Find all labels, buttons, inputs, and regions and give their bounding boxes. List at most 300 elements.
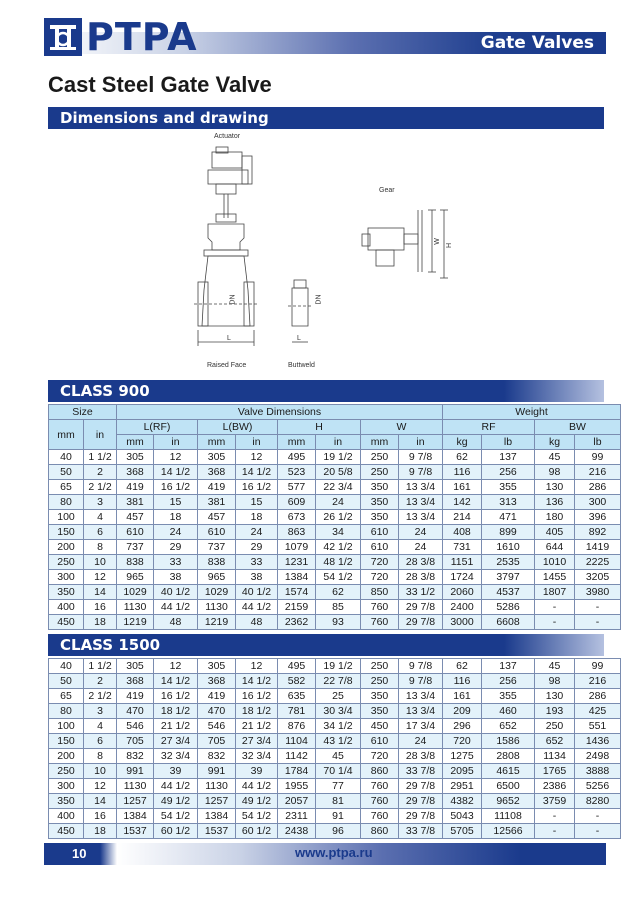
table-cell: 4 [84, 719, 117, 734]
table-cell: 250 [361, 659, 399, 674]
table-cell: 12566 [482, 824, 535, 839]
table-cell: 99 [575, 659, 621, 674]
table-row [49, 764, 621, 779]
table-cell: 256 [482, 465, 535, 480]
table-cell: 180 [535, 510, 575, 525]
table-cell: 38 [154, 570, 198, 585]
table-cell: 12 [154, 450, 198, 465]
table-cell: 577 [278, 480, 316, 495]
table-cell: 1765 [535, 764, 575, 779]
table-cell: 12 [236, 659, 278, 674]
table-cell: 2362 [278, 615, 316, 630]
table-cell: 5256 [575, 779, 621, 794]
table-cell: 470 [198, 704, 236, 719]
table-cell: 60 1/2 [154, 824, 198, 839]
table-cell: 2 [84, 674, 117, 689]
table-cell: 610 [361, 540, 399, 555]
table-cell: 18 [84, 615, 117, 630]
table-cell: 609 [278, 495, 316, 510]
table-cell: 9 7/8 [399, 674, 443, 689]
table-cell: 400 [49, 809, 84, 824]
table-cell: 50 [49, 465, 84, 480]
table-cell: 250 [361, 450, 399, 465]
table-cell: 22 7/8 [316, 674, 361, 689]
table-cell: 44 1/2 [154, 779, 198, 794]
table-cell: 161 [443, 480, 482, 495]
table-cell: 899 [482, 525, 535, 540]
table-cell: 11108 [482, 809, 535, 824]
table-cell: 40 1/2 [154, 585, 198, 600]
table-cell: 16 [84, 809, 117, 824]
table-cell: 26 1/2 [316, 510, 361, 525]
table-cell: 737 [198, 540, 236, 555]
table-row [49, 480, 621, 495]
table-cell: 1104 [278, 734, 316, 749]
table-cell: 8 [84, 749, 117, 764]
table-cell: 610 [361, 734, 399, 749]
table-cell: 48 1/2 [316, 555, 361, 570]
table-cell: 1257 [198, 794, 236, 809]
table-cell: 150 [49, 525, 84, 540]
table-row [49, 585, 621, 600]
valve-drawing-svg [180, 130, 480, 360]
table-cell: - [575, 600, 621, 615]
table-cell: 313 [482, 495, 535, 510]
table-cell: 24 [399, 734, 443, 749]
table-cell: 1455 [535, 570, 575, 585]
table-cell: 495 [278, 659, 316, 674]
header-unit: in [236, 435, 278, 450]
raised-face-label: Raised Face [207, 362, 247, 369]
table-cell: 760 [361, 809, 399, 824]
table-cell: 116 [443, 674, 482, 689]
table-cell: 381 [117, 495, 154, 510]
table-cell: 29 7/8 [399, 600, 443, 615]
table-cell: 62 [443, 450, 482, 465]
table-cell: 5705 [443, 824, 482, 839]
table-cell: 29 [236, 540, 278, 555]
table-cell: 22 3/4 [316, 480, 361, 495]
table-cell: 150 [49, 734, 84, 749]
table-cell: 33 [154, 555, 198, 570]
table-cell: - [535, 824, 575, 839]
table-cell: 355 [482, 480, 535, 495]
table-cell: 673 [278, 510, 316, 525]
table-row [49, 495, 621, 510]
table-cell: 44 1/2 [236, 600, 278, 615]
header-l-rf: L(RF) [117, 420, 198, 435]
table-cell: 400 [49, 600, 84, 615]
header-unit: lb [575, 435, 621, 450]
table-cell: 10 [84, 555, 117, 570]
table-cell: 1219 [198, 615, 236, 630]
header-unit: mm [198, 435, 236, 450]
header-unit: mm [361, 435, 399, 450]
table-cell: 39 [236, 764, 278, 779]
table-cell: 28 3/8 [399, 570, 443, 585]
logo-emblem-icon [44, 18, 82, 56]
table-cell: 1610 [482, 540, 535, 555]
table-cell: 34 1/2 [316, 719, 361, 734]
table-cell: 33 [236, 555, 278, 570]
table-cell: 610 [361, 525, 399, 540]
table-cell: 2060 [443, 585, 482, 600]
table-cell: 9652 [482, 794, 535, 809]
table-cell: 25 [316, 689, 361, 704]
header-l-bw: L(BW) [198, 420, 278, 435]
table-cell: 42 1/2 [316, 540, 361, 555]
table-cell: 300 [49, 779, 84, 794]
table-cell: 19 1/2 [316, 450, 361, 465]
header-weight: Weight [443, 405, 621, 420]
table-cell: 2095 [443, 764, 482, 779]
table-cell: 40 [49, 659, 84, 674]
table-cell: 32 3/4 [236, 749, 278, 764]
table-cell: 368 [198, 465, 236, 480]
table-cell: 368 [117, 674, 154, 689]
table-cell: 27 3/4 [236, 734, 278, 749]
table-cell: 29 [154, 540, 198, 555]
table-cell: 457 [198, 510, 236, 525]
table-cell: 137 [482, 659, 535, 674]
table-cell: - [535, 600, 575, 615]
header-unit: in [399, 435, 443, 450]
table-cell: 60 1/2 [236, 824, 278, 839]
table-cell: 65 [49, 689, 84, 704]
table-row [49, 734, 621, 749]
table-cell: 350 [361, 704, 399, 719]
table-cell: 731 [443, 540, 482, 555]
table-cell: - [535, 615, 575, 630]
table-cell: 965 [198, 570, 236, 585]
class-1500-body [49, 659, 621, 839]
table-row [49, 600, 621, 615]
table-cell: 29 7/8 [399, 809, 443, 824]
class-1500-heading-bar [48, 634, 604, 656]
table-cell: 991 [117, 764, 154, 779]
table-cell: 18 1/2 [154, 704, 198, 719]
table-cell: 546 [198, 719, 236, 734]
table-cell: 2159 [278, 600, 316, 615]
dim-dn-buttweld-label: DN [315, 294, 323, 305]
table-cell: 1384 [117, 809, 154, 824]
table-cell: 1029 [198, 585, 236, 600]
table-cell: 1419 [575, 540, 621, 555]
buttweld-label: Buttweld [288, 362, 315, 369]
table-row [49, 525, 621, 540]
table-cell: 17 3/4 [399, 719, 443, 734]
table-cell: 720 [361, 749, 399, 764]
table-cell: 16 1/2 [236, 480, 278, 495]
table-cell: 49 1/2 [236, 794, 278, 809]
table-row [49, 704, 621, 719]
table-row [49, 719, 621, 734]
header-unit: kg [443, 435, 482, 450]
table-cell: 16 1/2 [154, 689, 198, 704]
table-cell: 381 [198, 495, 236, 510]
table-cell: 2311 [278, 809, 316, 824]
table-cell: 2951 [443, 779, 482, 794]
table-cell: 876 [278, 719, 316, 734]
table-cell: 652 [535, 734, 575, 749]
table-cell: 1807 [535, 585, 575, 600]
table-cell: 256 [482, 674, 535, 689]
header-size: Size [49, 405, 117, 420]
table-cell: 1384 [198, 809, 236, 824]
table-cell: 12 [236, 450, 278, 465]
dim-dn-label: DN [229, 294, 237, 305]
table-row [49, 540, 621, 555]
table-cell: 193 [535, 704, 575, 719]
table-row [49, 659, 621, 674]
table-cell: 470 [117, 704, 154, 719]
dim-l-buttweld-label: L [297, 335, 301, 342]
table-cell: 3 [84, 495, 117, 510]
table-cell: 965 [117, 570, 154, 585]
table-cell: 305 [117, 450, 154, 465]
table-cell: 16 1/2 [154, 480, 198, 495]
table-cell: 48 [154, 615, 198, 630]
table-cell: 355 [482, 689, 535, 704]
table-cell: 142 [443, 495, 482, 510]
footer-url-link[interactable]: www.ptpa.ru [295, 845, 373, 860]
table-cell: 523 [278, 465, 316, 480]
table-cell: 250 [361, 465, 399, 480]
table-cell: 610 [198, 525, 236, 540]
table-cell: 551 [575, 719, 621, 734]
table-cell: 450 [361, 719, 399, 734]
table-cell: 13 3/4 [399, 689, 443, 704]
table-cell: 300 [575, 495, 621, 510]
header-w: W [361, 420, 443, 435]
table-cell: 3000 [443, 615, 482, 630]
table-cell: 368 [117, 465, 154, 480]
table-cell: 38 [236, 570, 278, 585]
header-unit: mm [117, 435, 154, 450]
table-cell: 9 7/8 [399, 450, 443, 465]
header-mm: mm [49, 420, 84, 450]
table-cell: 96 [316, 824, 361, 839]
table-cell: 12 [84, 570, 117, 585]
table-cell: 1029 [117, 585, 154, 600]
table-cell: 350 [361, 480, 399, 495]
table-cell: 1784 [278, 764, 316, 779]
table-cell: 408 [443, 525, 482, 540]
table-cell: 91 [316, 809, 361, 824]
table-cell: 3888 [575, 764, 621, 779]
table-cell: 350 [361, 510, 399, 525]
table-cell: 610 [117, 525, 154, 540]
table-cell: 10 [84, 764, 117, 779]
table-cell: 495 [278, 450, 316, 465]
table-cell: 45 [316, 749, 361, 764]
table-cell: 1275 [443, 749, 482, 764]
table-cell: 30 3/4 [316, 704, 361, 719]
table-cell: 98 [535, 465, 575, 480]
section-title: Gate Valves [480, 33, 594, 53]
table-cell: 81 [316, 794, 361, 809]
header-unit: in [316, 435, 361, 450]
header-unit: kg [535, 435, 575, 450]
table-cell: 1257 [117, 794, 154, 809]
table-cell: 18 [236, 510, 278, 525]
table-cell: 3 [84, 704, 117, 719]
table-cell: 1219 [117, 615, 154, 630]
table-cell: 1151 [443, 555, 482, 570]
table-cell: 18 1/2 [236, 704, 278, 719]
table-cell: 350 [49, 585, 84, 600]
table-cell: 2 1/2 [84, 480, 117, 495]
table-cell: 1 1/2 [84, 450, 117, 465]
table-row [49, 809, 621, 824]
table-cell: 2808 [482, 749, 535, 764]
table-cell: 19 1/2 [316, 659, 361, 674]
table-cell: 6 [84, 525, 117, 540]
table-cell: 24 [236, 525, 278, 540]
table-cell: 100 [49, 510, 84, 525]
table-cell: 18 [84, 824, 117, 839]
table-cell: 161 [443, 689, 482, 704]
table-cell: 9 7/8 [399, 465, 443, 480]
table-cell: 4382 [443, 794, 482, 809]
table-cell: 781 [278, 704, 316, 719]
table-cell: 28 3/8 [399, 555, 443, 570]
table-row [49, 749, 621, 764]
table-cell: 62 [316, 585, 361, 600]
table-cell: 1010 [535, 555, 575, 570]
table-cell: 720 [361, 570, 399, 585]
table-cell: 1537 [198, 824, 236, 839]
table-cell: 305 [198, 659, 236, 674]
table-cell: 28 3/8 [399, 749, 443, 764]
page-number: 10 [72, 846, 87, 861]
table-cell: 34 [316, 525, 361, 540]
table-cell: 214 [443, 510, 482, 525]
table-cell: 43 1/2 [316, 734, 361, 749]
table-cell: 3205 [575, 570, 621, 585]
table-cell: 54 1/2 [236, 809, 278, 824]
table-cell: 12 [84, 779, 117, 794]
table-cell: 16 [84, 600, 117, 615]
table-cell: 582 [278, 674, 316, 689]
table-cell: 18 [154, 510, 198, 525]
table-cell: 419 [117, 689, 154, 704]
table-cell: 705 [117, 734, 154, 749]
table-cell: 16 1/2 [236, 689, 278, 704]
table-cell: 471 [482, 510, 535, 525]
table-cell: 33 1/2 [399, 585, 443, 600]
table-cell: 305 [198, 450, 236, 465]
table-cell: 216 [575, 674, 621, 689]
table-cell: 2057 [278, 794, 316, 809]
table-cell: 6608 [482, 615, 535, 630]
table-cell: 2498 [575, 749, 621, 764]
dim-h-label: H [446, 242, 454, 249]
table-cell: 65 [49, 480, 84, 495]
table-row [49, 465, 621, 480]
table-cell: 49 1/2 [154, 794, 198, 809]
table-row [49, 570, 621, 585]
table-cell: 300 [49, 570, 84, 585]
table-cell: - [575, 615, 621, 630]
header-in: in [84, 420, 117, 450]
table-cell: 13 3/4 [399, 480, 443, 495]
table-cell: 286 [575, 480, 621, 495]
table-cell: 44 1/2 [236, 779, 278, 794]
page-title: Cast Steel Gate Valve [48, 72, 272, 97]
table-cell: 1384 [278, 570, 316, 585]
table-cell: 216 [575, 465, 621, 480]
table-cell: 39 [154, 764, 198, 779]
table-cell: 250 [49, 555, 84, 570]
table-cell: 250 [361, 674, 399, 689]
table-cell: 4 [84, 510, 117, 525]
table-cell: 1142 [278, 749, 316, 764]
table-cell: 832 [198, 749, 236, 764]
table-row [49, 450, 621, 465]
table-cell: 29 7/8 [399, 615, 443, 630]
header-bw: BW [535, 420, 621, 435]
table-cell: 77 [316, 779, 361, 794]
table-cell: 2535 [482, 555, 535, 570]
table-cell: 838 [117, 555, 154, 570]
table-cell: 24 [399, 525, 443, 540]
dim-w-label: W [433, 238, 441, 245]
header-valve-dimensions: Valve Dimensions [117, 405, 443, 420]
class-900-heading-bar [48, 380, 604, 402]
table-cell: 40 [49, 450, 84, 465]
table-cell: 860 [361, 824, 399, 839]
table-cell: 305 [117, 659, 154, 674]
table-cell: 137 [482, 450, 535, 465]
table-cell: 286 [575, 689, 621, 704]
table-cell: 296 [443, 719, 482, 734]
class-900-heading: CLASS 900 [60, 382, 150, 400]
class-900-table [48, 404, 621, 630]
table-cell: 70 1/4 [316, 764, 361, 779]
table-cell: 14 1/2 [236, 465, 278, 480]
table-cell: 33 7/8 [399, 764, 443, 779]
table-cell: 80 [49, 704, 84, 719]
table-cell: 720 [443, 734, 482, 749]
table-cell: 1134 [535, 749, 575, 764]
table-cell: 425 [575, 704, 621, 719]
table-cell: 720 [361, 555, 399, 570]
table-cell: 14 1/2 [154, 674, 198, 689]
table-cell: 1724 [443, 570, 482, 585]
table-cell: 419 [198, 689, 236, 704]
table-cell: 8 [84, 540, 117, 555]
table-cell: 50 [49, 674, 84, 689]
header-rf: RF [443, 420, 535, 435]
table-cell: 2 1/2 [84, 689, 117, 704]
table-cell: 14 1/2 [154, 465, 198, 480]
table-cell: 13 3/4 [399, 704, 443, 719]
table-cell: 3797 [482, 570, 535, 585]
table-row [49, 779, 621, 794]
table-cell: 85 [316, 600, 361, 615]
class-900-body [49, 450, 621, 630]
table-cell: 200 [49, 749, 84, 764]
table-cell: 350 [361, 689, 399, 704]
table-cell: 62 [443, 659, 482, 674]
table-row [49, 510, 621, 525]
table-cell: 48 [236, 615, 278, 630]
table-cell: 14 [84, 794, 117, 809]
table-cell: 860 [361, 764, 399, 779]
table-cell: 1130 [198, 600, 236, 615]
actuator-label: Actuator [214, 133, 241, 140]
